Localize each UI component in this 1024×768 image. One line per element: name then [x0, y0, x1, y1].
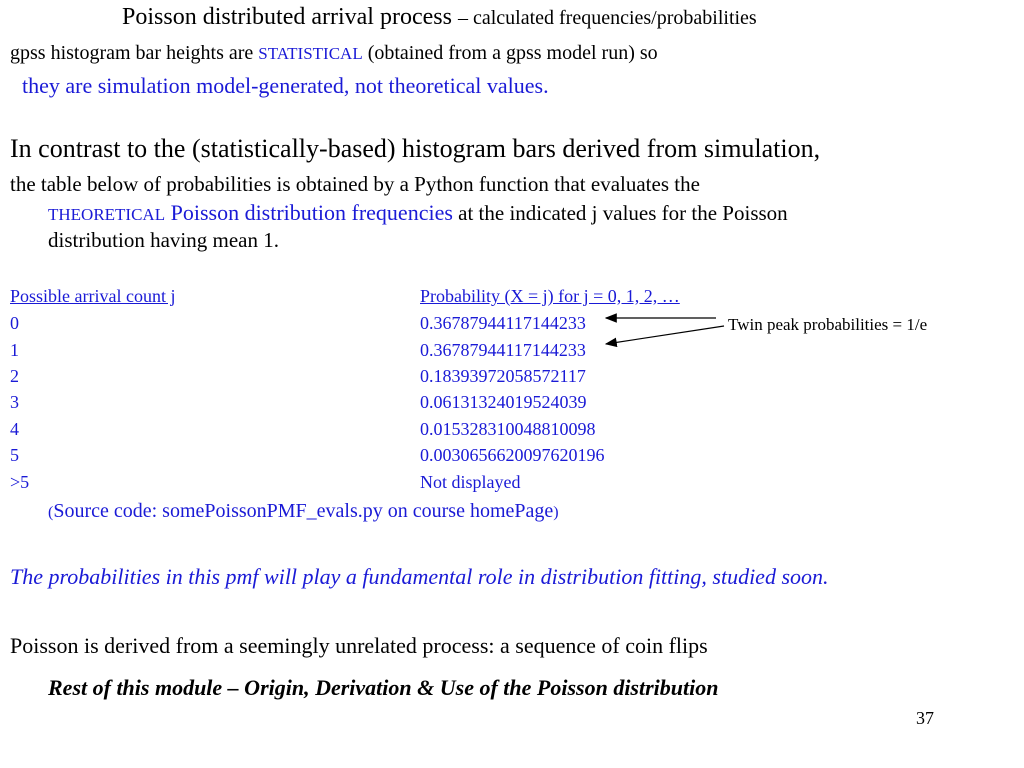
- table-row-probability: Not displayed: [420, 472, 521, 492]
- arrow-to-row-1: [606, 326, 724, 344]
- title-subtitle: – calculated frequencies/probabilities: [457, 7, 757, 29]
- poisson-frequencies-emphasis: Poisson distribution frequencies: [165, 200, 453, 225]
- table-row-probability: 0.06131324019524039: [420, 392, 587, 412]
- theoretical-line: [48, 200, 788, 226]
- page-number: 37: [916, 708, 934, 728]
- table-row-j: 3: [10, 392, 19, 412]
- source-text: Source code: somePoissonPMF_evals.py on course homePage: [53, 500, 554, 522]
- table-row-probability: 0.015328310048810098: [420, 419, 596, 439]
- table-row-j: 1: [10, 340, 19, 360]
- statistical-emphasis: STATISTICAL: [258, 44, 363, 63]
- source-open-paren: (: [48, 504, 54, 521]
- table-intro-line: the table below of probabilities is obtained by a Python function that evaluates the: [10, 172, 700, 196]
- title-main: Poisson distributed arrival process: [122, 4, 452, 30]
- poisson-derivation-line: Poisson is derived from a seemingly unrelated process: a sequence of coin flips: [10, 633, 708, 658]
- twin-peak-annotation: Twin peak probabilities = 1/e: [728, 315, 928, 334]
- rest-of-module-line: Rest of this module – Origin, Derivation & Use of the Poisson distribution: [48, 675, 719, 700]
- pmf-role-statement: The probabilities in this pmf will play a fundamental role in distribution fitting, studied soon.: [10, 564, 829, 589]
- source-code-note: [48, 500, 559, 523]
- table-row-probability: 0.36787944117144233: [420, 340, 586, 360]
- statistical-line: [10, 42, 658, 65]
- table-row-j: 0: [10, 313, 19, 333]
- table-row-probability: 0.36787944117144233: [420, 313, 586, 333]
- contrast-heading: In contrast to the (statistically-based) histogram bars derived from simulation,: [10, 134, 821, 163]
- theoretical-emphasis: THEORETICAL: [48, 205, 166, 224]
- mean-line: distribution having mean 1.: [48, 228, 279, 252]
- table-row-j: 4: [10, 419, 19, 439]
- statistical-line-post: (obtained from a gpss model run) so: [362, 42, 658, 64]
- source-close-paren: ): [553, 504, 559, 521]
- table-row-j: >5: [10, 472, 30, 492]
- slide-title: [122, 4, 757, 31]
- table-header-j: Possible arrival count j: [10, 286, 176, 306]
- simulation-note: they are simulation model-generated, not theoretical values.: [22, 73, 549, 98]
- table-row-probability: 0.0030656620097620196: [420, 445, 605, 465]
- table-row-probability: 0.18393972058572117: [420, 366, 586, 386]
- table-row-j: 5: [10, 445, 19, 465]
- table-row-j: 2: [10, 366, 19, 386]
- table-header-probability: Probability (X = j) for j = 0, 1, 2, …: [420, 286, 680, 306]
- theoretical-line-post: at the indicated j values for the Poisson: [452, 201, 788, 225]
- statistical-line-pre: gpss histogram bar heights are: [10, 42, 259, 64]
